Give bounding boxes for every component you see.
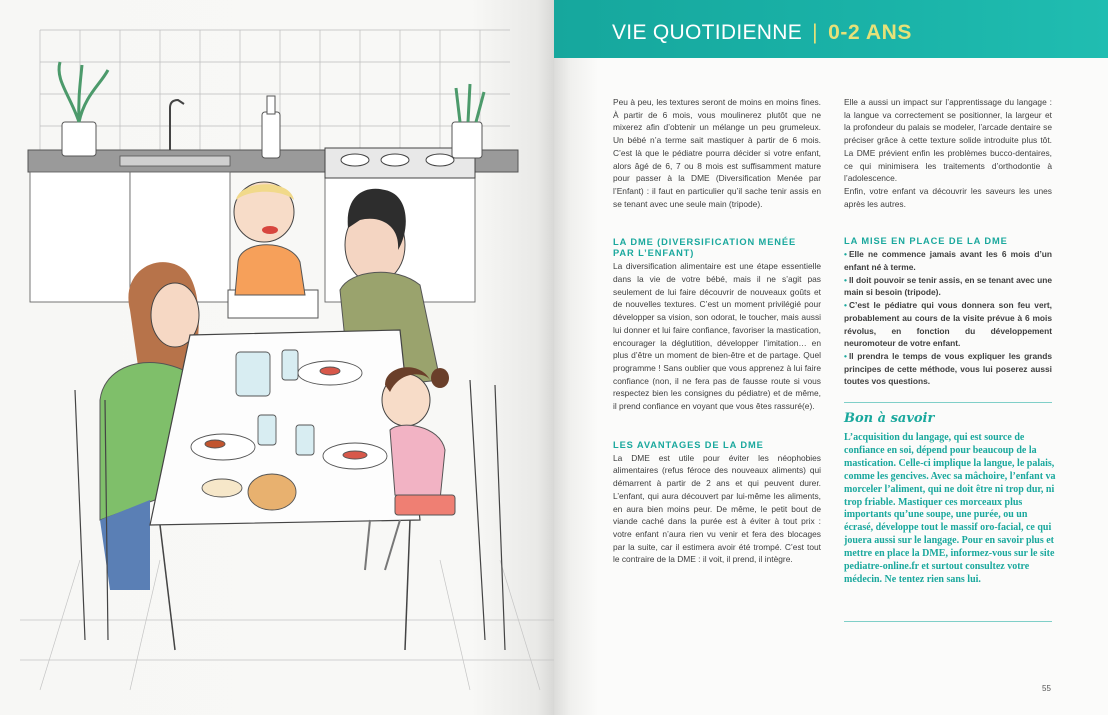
bullet-icon: •	[844, 300, 847, 311]
bon-a-savoir-box	[844, 402, 1056, 622]
list-item: • Elle ne commence jamais avant les 6 mois d’un enfant né à terme.	[844, 249, 1052, 273]
header-separator: |	[812, 21, 818, 44]
text-column-left	[613, 96, 821, 566]
list-item: • Il prendra le temps de vous expliquer les grands principes de cette méthode, vous lui poserez aussi toutes vos questions.	[844, 350, 1052, 387]
list-item: • Il doit pouvoir se tenir assis, en se tenant avec une main si besoin (tripode).	[844, 274, 1052, 298]
plant-left	[59, 62, 108, 156]
header-subject: VIE QUOTIDIENNE	[612, 21, 803, 44]
langage-paragraph: Elle a aussi un impact sur l’apprentissage du langage : la langue va correctement se positionner, la largeur et la profondeur du palais se modeler, l’arcade dentaire se préciser grâce à cette texture solide introduite plus tôt. La DME prévient enfin les problèmes bucco-dentaires, ce qui minimisera les traitements d’orthodontie à l’adolescence.	[844, 97, 1052, 184]
header-band	[554, 0, 1108, 58]
bullet-icon: •	[844, 350, 847, 361]
section-dme-paragraph: La diversification alimentaire est une étape essentielle dans la vie de votre bébé, mais il ne s’agit pas seulement de lui faire découvrir de nouveaux goûts et de nouvelles textures. C’est un moment privilégié pour développer sa vision, son odorat, le toucher, mais aussi lui donner et lui faire confiance, favoriser la mastication, encourager la déglutition, développer l’imitation… en plus d’être un moment de bien-être et de partage. Quel programme ! Sans oublier que vous apprenez à lui faire confiance (non, il ne fera pas de fausse route si vous respectez bien les consignes du pédiatre) et de même, il prend confiance en voyant que vous êtes rassuré(e).	[613, 261, 821, 412]
section-title-dme: LA DME (DIVERSIFICATION MENÉE PAR L’ENFANT)	[613, 237, 797, 259]
section-title-mise-en-place: LA MISE EN PLACE DE LA DME	[844, 236, 1008, 247]
page-number: 55	[1042, 684, 1051, 693]
right-page	[554, 0, 1108, 715]
floor-tiles	[20, 560, 554, 690]
intro-paragraph: Peu à peu, les textures seront de moins en moins fines. À partir de 6 mois, vous moulinerez plutôt que ne mixerez afin d’obtenir un mélange un peu grumeleux. Un bébé n’a terme sait mastiquer à partir de 6 mois. C’est là que le pédiatre pourra décider si votre enfant, alors âgé de 6, 7 ou 8 mois est suffisamment mature pour passer à la DME (Diversification Menée par l’Enfant) : il faut en particulier qu’il sache tenir assis en se tenant avec une seule main (tripode).	[613, 97, 821, 209]
list-item: • C’est le pédiatre qui vous donnera son feu vert, probablement au cours de la visite prévue à 6 mois révolus, en fonction du développement neuromoteur de votre enfant.	[844, 300, 1052, 349]
utensil-pot	[452, 84, 484, 158]
bon-a-savoir-text: L’acquisition du langage, qui est source de confiance en soi, dépend pour beaucoup de la mastication. Celle-ci implique la langue, le palais, comme les gencives. Avec sa mâchoire, l’enfant va morceler l’aliment, qui ne doit être ni trop dur, ni trop friable. Mastiquer ces morceaux plus importants qu’une soupe, une purée, ou un écrasé, développe tout le massif oro-facial, ce qui jouera aussi sur le langage. Pour en savoir plus et mettre en place la DME, informez-vous sur le site pediatre-online.fr et surtout consultez votre médecin. Ne tentez rien sans lui.	[844, 432, 1056, 585]
toddler	[228, 182, 318, 318]
langage-paragraph-2: Enfin, votre enfant va découvrir les saveurs les unes après les autres.	[844, 185, 1052, 209]
section-avantages-paragraph: La DME est utile pour éviter les néophobies alimentaires (refus féroce des nouveaux aliments) qui démarrent à partir de 2 ans et qui peuvent durer. L’enfant, qui aura découvert par lui-même les aliments, en aura bien moins peur. De même, le petit bout de viande caché dans la purée est à éviter à tout prix : votre enfant n’aura rien vu venir et fera des blocages par la suite, car il estimera avoir été trompé. C’est tout le contraire de la DME : il voit, il prend, il intègre.	[613, 452, 821, 565]
bottle	[262, 96, 280, 158]
mise-en-place-list	[844, 248, 1052, 388]
text-column-right	[844, 96, 1052, 388]
section-title-avantages: LES AVANTAGES DE LA DME	[613, 439, 764, 450]
bullet-icon: •	[844, 274, 847, 285]
header-age-range: 0-2 ANS	[828, 21, 913, 44]
page-header-title	[612, 21, 912, 45]
bon-a-savoir-title: Bon à savoir	[844, 411, 935, 426]
bullet-icon: •	[844, 249, 847, 260]
